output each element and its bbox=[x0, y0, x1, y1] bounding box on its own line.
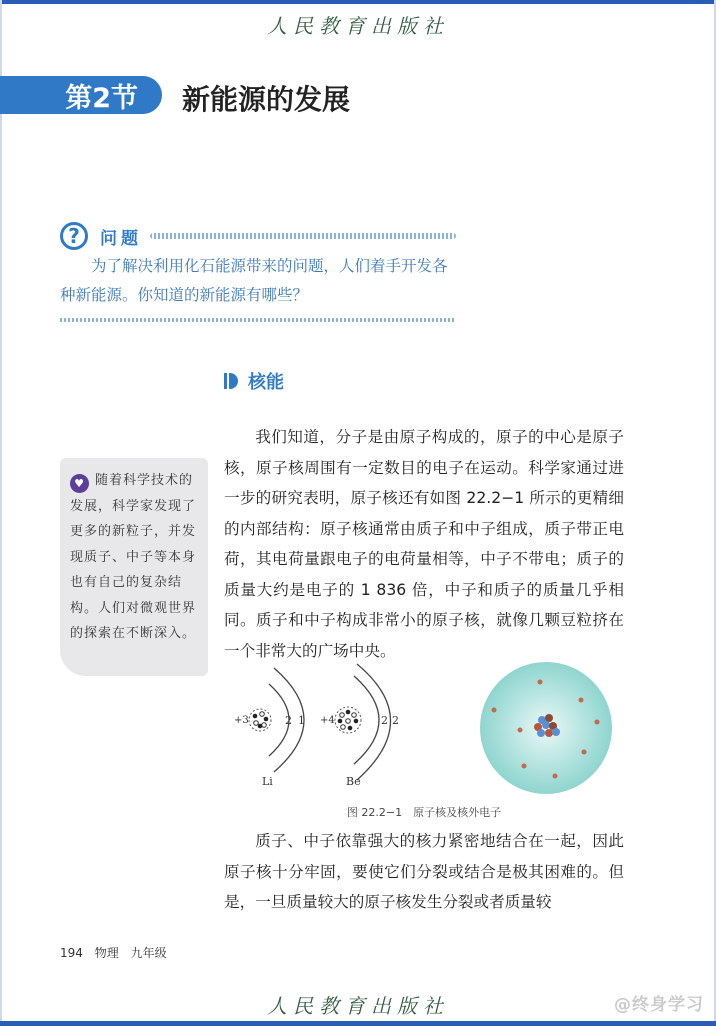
svg-text:Li: Li bbox=[262, 775, 273, 788]
sidebar-note bbox=[60, 458, 208, 676]
wavy-divider bbox=[150, 233, 456, 239]
atom-figure bbox=[224, 660, 624, 800]
svg-text:Be: Be bbox=[346, 775, 361, 788]
wavy-divider-bottom bbox=[60, 318, 456, 322]
svg-text:+3: +3 bbox=[234, 715, 249, 726]
question-label: 问题 bbox=[100, 228, 142, 249]
paragraph-2: 质子、中子依靠强大的核力紧密地结合在一起，因此原子核十分牢固，要使它们分裂或结合是极其困难的。但是，一旦质量较大的原子核发生分裂或者质量较 bbox=[224, 832, 624, 911]
section-number-badge bbox=[0, 76, 162, 114]
tip-icon: ♥ bbox=[70, 474, 89, 493]
atom-diagrams bbox=[224, 660, 624, 800]
grade: 九年级 bbox=[130, 946, 167, 960]
bottom-border bbox=[0, 1021, 716, 1026]
svg-text:2: 2 bbox=[392, 714, 399, 727]
svg-text:1: 1 bbox=[298, 714, 305, 727]
li-atom-diagram bbox=[234, 668, 305, 788]
section-number: 第2节 bbox=[65, 82, 138, 114]
svg-text:2: 2 bbox=[285, 714, 292, 727]
question-header bbox=[60, 222, 456, 250]
top-border bbox=[0, 0, 716, 4]
question-icon: ? bbox=[60, 222, 88, 250]
question-box bbox=[60, 222, 456, 310]
publisher-logo-bottom: 人民教育出版社 bbox=[267, 994, 449, 1018]
page-footer bbox=[60, 944, 167, 961]
subsection-title: 核能 bbox=[248, 372, 284, 393]
paragraph-1: 我们知道，分子是由原子构成的，原子的中心是原子核，原子核周围有一定数目的电子在运动。科学家通过进一步的研究表明，原子核还有如图 22.2−1 所示的更精细的内部结构：原子核通常由质子和中子组成，质子带正电荷，其电荷量跟电子的电荷量相等，中子不带电；质子的质量大约是电子的 1 836 倍，中子和质子的质量几乎相同。质子和中子构成非常小的原子核，就像几颗豆粒挤在一个非常大的广场中央。 bbox=[224, 428, 624, 660]
watermark: @终身学习 bbox=[614, 995, 704, 1015]
atom-model-illustration bbox=[480, 662, 612, 794]
subject: 物理 bbox=[94, 946, 119, 960]
page-number: 194 bbox=[60, 946, 83, 960]
publisher-logo-top: 人民教育出版社 bbox=[267, 14, 449, 38]
sidebar-note-text: 随着科学技术的发展，科学家发现了更多的新粒子，并发现质子、中子等本身也有自己的复杂结构。人们对微观世界的探索在不断深入。 bbox=[70, 473, 197, 641]
left-border bbox=[0, 0, 2, 1026]
subsection-heading bbox=[224, 368, 284, 394]
be-atom-diagram bbox=[320, 664, 399, 788]
question-text: 为了解决利用化石能源带来的问题，人们着手开发各种新能源。你知道的新能源有哪些？ bbox=[60, 257, 448, 304]
section-title: 新能源的发展 bbox=[182, 83, 351, 116]
section-marker-icon bbox=[224, 373, 238, 389]
svg-text:+4: +4 bbox=[320, 715, 335, 726]
figure-caption: 图 22.2−1 原子核及核外电子 bbox=[346, 806, 502, 819]
svg-text:2: 2 bbox=[381, 714, 388, 727]
